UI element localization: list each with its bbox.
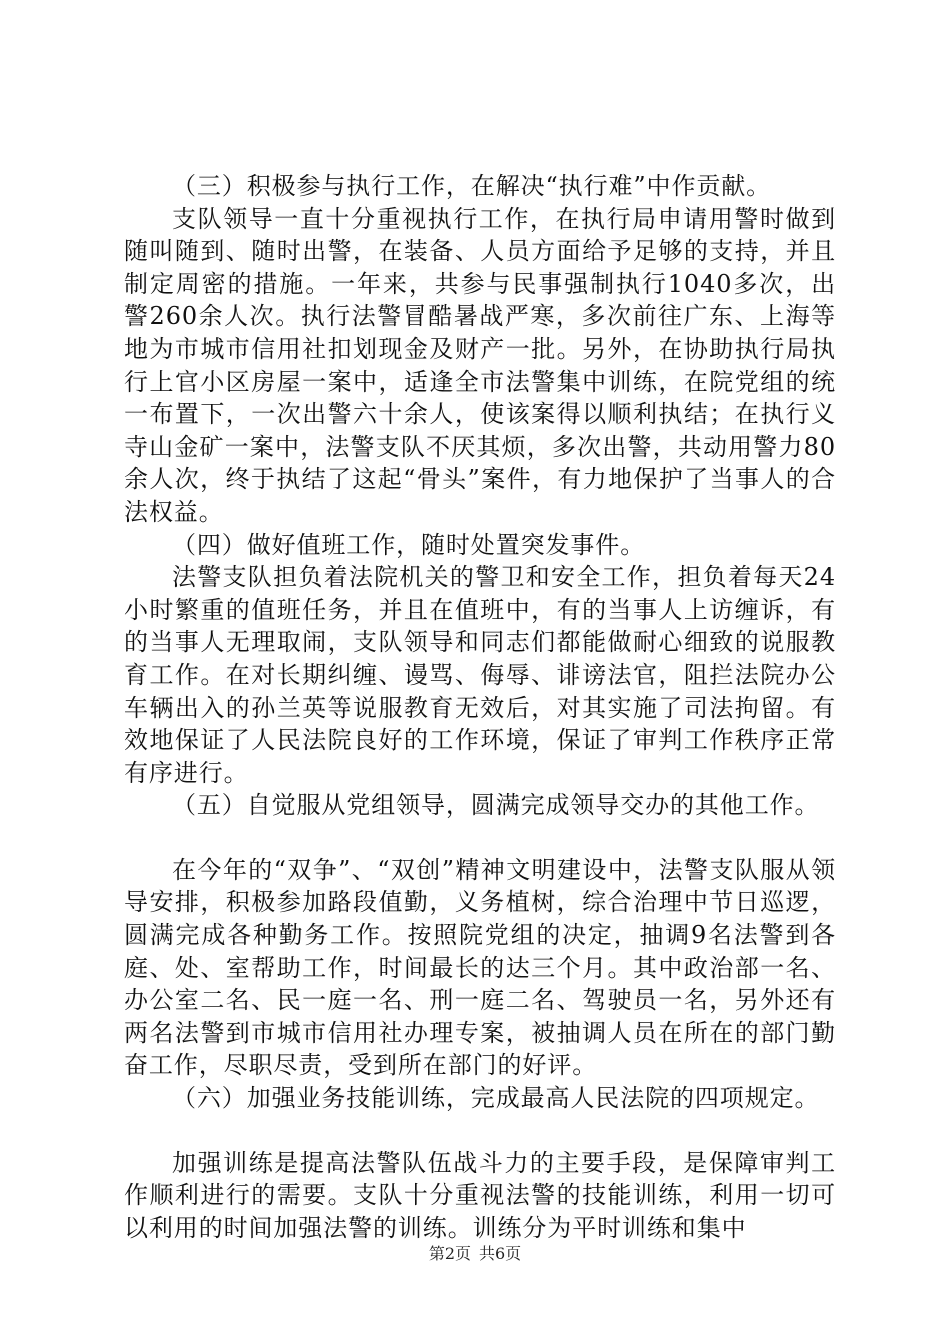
page-number: 第2页 [428, 1244, 471, 1263]
page-footer [0, 1244, 950, 1264]
section-heading-four: （四）做好值班工作，随时处置突发事件。 [172, 530, 646, 559]
body-paragraph: 支队领导一直十分重视执行工作，在执行局申请用警时做到随叫随到、随时出警，在装备、人员方面给予足够的支持，并且制定周密的措施。一年来，共参与民事强制执行1040多次，出警260余人次。执行法警冒酷暑战严寒，多次前往广东、上海等地为市城市信用社扣划现金及财产一批。另外，在协助执行局执行上官小区房屋一案中，适逢全市法警集中训练，在院党组的统一布置下，一次出警六十余人，使该案得以顺利执结；在执行义寺山金矿一案中，法警支队不厌其烦，多次出警，共动用警力80余人次，终于执结了这起“骨头”案件，有力地保护了当事人的合法权益。 [124, 204, 836, 526]
page-total: 共6页 [479, 1244, 522, 1263]
body-paragraph: 在今年的“双争”、“双创”精神文明建设中，法警支队服从领导安排，积极参加路段值勤，义务植树，综合治理中节日巡逻，圆满完成各种勤务工作。按照院党组的决定，抽调9名法警到各庭、处、室帮助工作，时间最长的达三个月。其中政治部一名、办公室二名、民一庭一名、刑一庭二名、驾驶员一名，另外还有两名法警到市城市信用社办理专案，被抽调人员在所在的部门勤奋工作，尽职尽责，受到所在部门的好评。 [124, 855, 836, 1080]
body-paragraph: 加强训练是提高法警队伍战斗力的主要手段，是保障审判工作顺利进行的需要。支队十分重视法警的技能训练，利用一切可以利用的时间加强法警的训练。训练分为平时训练和集中 [124, 1148, 836, 1242]
document-body [124, 170, 836, 1244]
section-heading-five: （五）自觉服从党组领导，圆满完成领导交办的其他工作。 [172, 791, 820, 820]
body-paragraph: 法警支队担负着法院机关的警卫和安全工作，担负着每天24小时繁重的值班任务，并且在值班中，有的当事人上访缠诉，有的当事人无理取闹，支队领导和同志们都能做耐心细致的说服教育工作。在对长期纠缠、谩骂、侮辱、诽谤法官，阻拦法院办公车辆出入的孙兰英等说服教育无效后，对其实施了司法拘留。有效地保证了人民法院良好的工作环境，保证了审判工作秩序正常有序进行。 [124, 563, 836, 787]
section-heading-three: （三）积极参与执行工作，在解决“执行难”中作贡献。 [172, 172, 772, 200]
section-heading-six: （六）加强业务技能训练，完成最高人民法院的四项规定。 [172, 1084, 820, 1113]
